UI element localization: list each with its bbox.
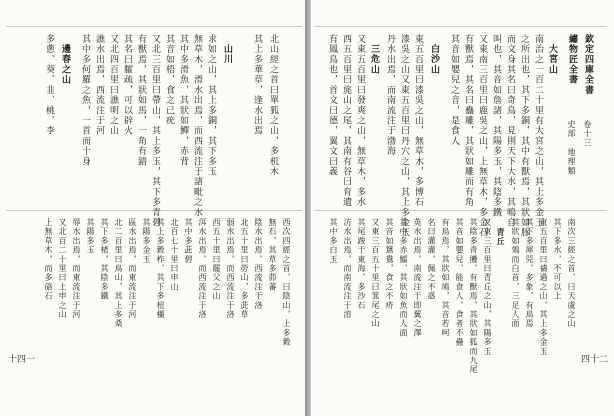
text-column: 北山經之首曰單狐之山，多机木 — [268, 34, 278, 177]
header-volume: 卷十三 — [583, 120, 592, 148]
header-category: 史部 — [567, 120, 576, 139]
text-column: 東五百里曰漆吳之山，無草木，多博石 — [413, 34, 423, 208]
text-column: 又東三百里曰青丘之山，其陽多玉 — [483, 218, 492, 356]
page-number: 十四一 — [8, 355, 36, 365]
text-column: 其中多何羅之魚，一首而十身 — [80, 34, 90, 167]
text-column: 有獸焉，其狀如馬，一角有錯 — [136, 34, 146, 167]
left-page — [0, 0, 305, 416]
text-column: 又東南三百里曰鹿吳之山，上無草木，多金石 — [477, 34, 487, 238]
middle-divider — [315, 210, 607, 211]
text-column: 西次四經之首，曰陰山，上多穀 — [282, 218, 291, 347]
text-column: 丹水出焉，而南流注于渤海 — [385, 34, 395, 157]
header-subcategory: 地理類 — [567, 148, 576, 176]
text-column: 多蔥、葵、韭、桃、李 — [44, 34, 54, 136]
text-column: 又北四百里曰譙明之山 — [108, 34, 118, 136]
page-number: 四十二 — [581, 355, 609, 365]
text-column: 弱水出焉，而西流注于洛 — [226, 218, 235, 320]
text-column: 又東五百里曰發爽之山，無草木，多水 — [355, 34, 365, 208]
text-column: 有鳳鳥也，首文曰德，翼文曰義 — [327, 34, 337, 177]
right-page — [311, 0, 614, 416]
text-column: 其音如鴛鴦，食之不疥 — [385, 218, 394, 310]
text-column: 洱水出焉，而西流注于洛 — [198, 218, 207, 320]
text-column: 北五十里曰勞山，多茈草 — [240, 218, 249, 320]
text-column: 其中多滑魚，其狀如鱓，赤背 — [178, 34, 188, 167]
text-column: 南次三經之首，曰天虞之山 — [567, 218, 576, 329]
section-heading: 大宮山 — [547, 44, 557, 75]
text-column: 其上多穀柞，其下多杻橿 — [156, 218, 165, 320]
text-column: 其狀如鵁而白首，三足人面 — [511, 218, 520, 329]
text-column: 北百七十里曰申山 — [170, 218, 179, 292]
text-column: 又北百二十里曰上申之山 — [58, 218, 67, 320]
text-column: 區水出焉，而東流注于河 — [128, 218, 137, 320]
section-heading: 三危山 — [369, 44, 379, 75]
text-column: 西五百里曰旄山之尾，其南有谷曰育遺 — [341, 34, 351, 208]
text-column: 其陽多金玉 — [142, 218, 151, 264]
text-column: 其下多犀兕，多象，有鳥焉 — [525, 218, 534, 329]
text-column: 東五百里曰禱過之山，其上多金玉 — [539, 218, 548, 356]
text-column: 之所出也，其下多銅，其中有獸焉，其狀如豚 — [519, 34, 529, 238]
text-column: 上無草木，而多硌石 — [44, 218, 53, 301]
text-column: 其中多白玉 — [329, 218, 338, 264]
text-column: 其尾踆于東海，多沙石 — [357, 218, 366, 310]
text-column: 北二百里曰鳥山，其上多桑 — [114, 218, 123, 329]
page-frame-top — [6, 26, 302, 27]
text-column: 譙水出焉，西流注于河 — [94, 34, 104, 136]
text-column: 漆吳之山又東五百里曰丹穴之山，其上多金玉 — [399, 34, 409, 238]
text-column: 其音如嬰兒，能食人，食者不蠱 — [455, 218, 464, 347]
section-heading: 白沙山 — [429, 44, 439, 75]
text-column: 西五十里曰罷父之山 — [212, 218, 221, 301]
text-column: 有鳥焉，其狀如鳩，其音若呵 — [441, 218, 450, 338]
text-column: 南治之一百二十里有大宮之山，其上多金玉 — [533, 34, 543, 228]
text-column: 其音如梧，食之已疣 — [164, 34, 174, 126]
text-column: 其下多水，不可以上 — [553, 218, 562, 301]
text-column: 其陽多玉 — [86, 218, 95, 255]
header-column: 繡物匠全書 — [567, 34, 577, 85]
text-column: 其上多華草，逢水出焉 — [252, 34, 262, 136]
text-column: 叫也，其音如詹諸，其陽多玉，其陰多鐵 — [491, 34, 501, 218]
text-column: 又北三百里曰帶山，其上多玉，其下多青碧 — [150, 34, 160, 228]
text-column: 英水出焉，南流注于即翼之澤 — [413, 218, 422, 338]
text-column: 辱水出焉，而東流注于河 — [72, 218, 81, 320]
text-column: 其音如嬰兒之音，是食人 — [449, 34, 459, 147]
section-heading: 山川 — [222, 44, 232, 65]
text-column: 求如之山，其上多銅，其下多玉 — [206, 34, 216, 177]
section-heading: 青丘 — [496, 228, 506, 247]
text-column: 無石，其草多茆蕃 — [268, 218, 277, 292]
text-column: 其名曰臛疏，可以辟火 — [122, 34, 132, 136]
page-frame-top — [315, 26, 607, 27]
text-column: 其下多楮，其陰多鐵 — [100, 218, 109, 301]
text-column: 其陰多青雘，有獸焉，其狀如狐而九尾 — [469, 218, 478, 375]
text-column: 有獸焉，其名曰蠱雕，其狀如雕而有角 — [463, 34, 473, 208]
text-column: 又東三百五十里曰箕尾之山 — [371, 218, 380, 329]
text-column: 其中多茈碧 — [184, 218, 193, 264]
header-column: 欽定四庫全書 — [583, 34, 593, 96]
text-column: 而文身其名曰奇鳥，見則天下大水，其鳴自 — [505, 34, 515, 228]
text-column: 陰水出焉，西流注于洛 — [254, 218, 263, 310]
text-column: 名曰灌灌，佩之不惑 — [427, 218, 436, 301]
section-heading: 邊春之山 — [60, 44, 70, 85]
text-column: 其中多赤鱬，其狀如魚而人面 — [399, 218, 408, 338]
text-column: 汸水出焉，而南流注于淯 — [343, 218, 352, 320]
text-column: 無草木，滑水出焉，而西流注于諸毗之水 — [192, 34, 202, 218]
